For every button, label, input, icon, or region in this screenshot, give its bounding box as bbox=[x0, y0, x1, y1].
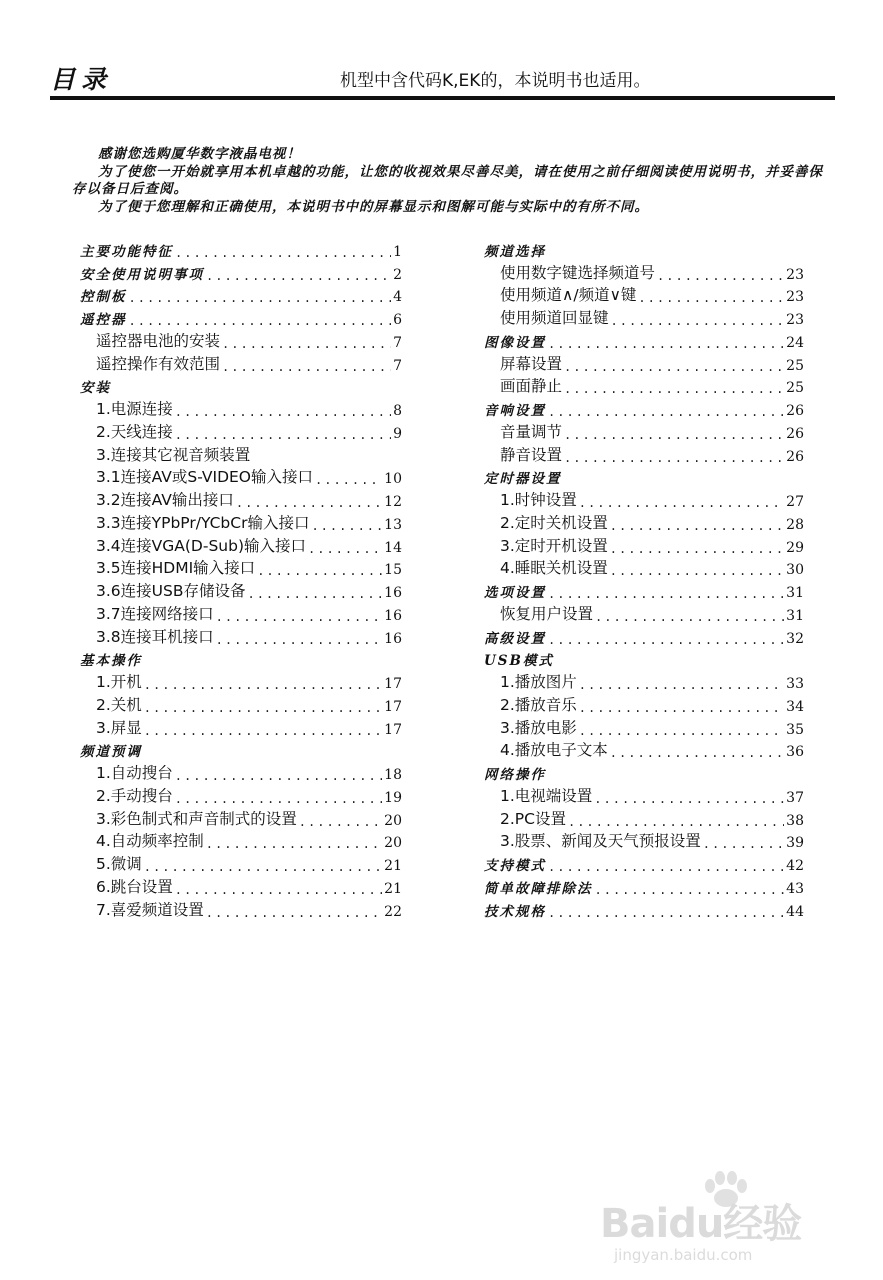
toc-page-number: 18 bbox=[384, 767, 402, 783]
toc-page-number: 28 bbox=[786, 516, 804, 533]
toc-entry-label: 3.6连接USB存储设备 bbox=[96, 582, 246, 600]
toc-leader-dots bbox=[222, 337, 391, 351]
toc-leader-dots bbox=[564, 451, 784, 465]
toc-entry[interactable] bbox=[484, 533, 804, 556]
toc-entry-label: 3.定时开机设置 bbox=[500, 536, 608, 555]
toc-page-number: 39 bbox=[786, 835, 804, 852]
toc-leader-dots bbox=[579, 496, 784, 510]
toc-entry[interactable] bbox=[80, 510, 402, 533]
toc-entry[interactable] bbox=[484, 556, 804, 579]
toc-leader-dots bbox=[657, 269, 784, 283]
toc-page-number: 29 bbox=[786, 539, 804, 556]
toc-leader-dots bbox=[308, 542, 382, 556]
toc-page-number: 30 bbox=[786, 562, 804, 579]
toc-leader-dots bbox=[129, 314, 392, 328]
toc-leader-dots bbox=[594, 792, 784, 806]
toc-entry-label: 安装 bbox=[80, 380, 111, 397]
toc-right-column bbox=[484, 237, 804, 920]
toc-leader-dots bbox=[236, 496, 382, 510]
toc-entry[interactable] bbox=[484, 351, 804, 374]
toc-entry[interactable] bbox=[484, 715, 804, 738]
toc-entry-label: 1.电源连接 bbox=[96, 400, 173, 418]
toc-entry[interactable] bbox=[484, 783, 804, 806]
toc-page-number: 26 bbox=[786, 425, 804, 442]
toc-leader-dots bbox=[548, 405, 784, 419]
toc-entry-label: 3.股票、新闻及天气预报设置 bbox=[500, 832, 701, 851]
toc-page-number: 19 bbox=[384, 789, 402, 806]
toc-entry-label: 3.4连接VGA(D-Sub)输入接口 bbox=[96, 536, 306, 555]
toc-page-number: 16 bbox=[384, 585, 402, 601]
toc-leader-dots bbox=[703, 837, 784, 851]
toc-page-number: 42 bbox=[786, 858, 804, 874]
toc-leader-dots bbox=[548, 633, 784, 647]
page-title: 目录 bbox=[50, 65, 113, 94]
toc-page-number: 12 bbox=[384, 494, 402, 510]
toc-entry-label: 画面静止 bbox=[500, 377, 563, 396]
toc-entry[interactable] bbox=[484, 419, 804, 442]
toc-leader-dots bbox=[175, 405, 391, 419]
toc-entry[interactable] bbox=[484, 624, 804, 647]
toc-entry[interactable] bbox=[484, 829, 804, 852]
toc-entry-label: 使用频道回显键 bbox=[500, 309, 609, 327]
toc-page-number: 27 bbox=[786, 494, 804, 510]
toc-page-number: 17 bbox=[384, 721, 402, 738]
toc-entry[interactable] bbox=[484, 601, 804, 624]
model-applicability-note: 机型中含代码K,EK的，本说明书也适用。 bbox=[340, 71, 651, 91]
toc-entry-label: 高级设置 bbox=[484, 630, 546, 647]
toc-leader-dots bbox=[610, 746, 784, 760]
toc-entry[interactable] bbox=[484, 510, 804, 533]
toc-entry[interactable] bbox=[80, 783, 402, 806]
toc-entry-label: 使用频道∧/频道∨键 bbox=[500, 286, 637, 305]
toc-entry-label: 支持模式 bbox=[484, 858, 546, 874]
toc-leader-dots bbox=[175, 792, 382, 806]
toc-entry-label: 频道选择 bbox=[484, 243, 546, 260]
toc-leader-dots bbox=[247, 587, 382, 601]
toc-entry[interactable] bbox=[80, 624, 402, 647]
toc-leader-dots bbox=[548, 906, 784, 920]
toc-entry[interactable] bbox=[484, 328, 804, 351]
toc-page-number: 20 bbox=[384, 812, 402, 829]
toc-page-number: 25 bbox=[786, 357, 804, 374]
toc-entry[interactable] bbox=[80, 396, 402, 419]
toc-page-number: 43 bbox=[786, 880, 804, 897]
toc-entry-label: 2.天线连接 bbox=[96, 422, 173, 441]
toc-entry[interactable] bbox=[484, 578, 804, 601]
toc-entry[interactable] bbox=[484, 237, 804, 260]
toc-page-number: 32 bbox=[786, 630, 804, 647]
toc-leader-dots bbox=[548, 587, 784, 601]
toc-leader-dots bbox=[548, 860, 784, 874]
toc-entry[interactable] bbox=[80, 601, 402, 624]
toc-entry-label: 1.电视端设置 bbox=[500, 786, 593, 805]
toc-page-number: 20 bbox=[384, 835, 402, 852]
toc-page-number: 38 bbox=[786, 812, 804, 829]
toc-page-number: 36 bbox=[786, 744, 804, 761]
intro-line: 为了使您一开始就享用本机卓越的功能，让您的收视效果尽善尽美，请在使用之前仔细阅读使用说明书，并妥善保存以备日后查阅。 bbox=[72, 163, 823, 197]
toc-page-number: 13 bbox=[384, 516, 402, 533]
toc-entry-label: 3.2连接AV输出接口 bbox=[96, 491, 234, 509]
toc-entry-label: 屏幕设置 bbox=[500, 354, 563, 373]
toc-entry-label: 图像设置 bbox=[484, 334, 546, 351]
toc-page-number: 25 bbox=[786, 380, 804, 397]
toc-page-number: 33 bbox=[786, 676, 804, 692]
toc-entry[interactable] bbox=[484, 374, 804, 397]
toc-entry-label: 3.5连接HDMI输入接口 bbox=[96, 559, 256, 578]
toc-leader-dots bbox=[206, 269, 391, 283]
toc-entry-label: 网络操作 bbox=[484, 767, 546, 783]
toc-page-number: 17 bbox=[384, 698, 402, 715]
toc-leader-dots bbox=[548, 337, 784, 351]
toc-entry[interactable] bbox=[80, 533, 402, 556]
header-divider bbox=[50, 96, 835, 100]
toc-page-number: 23 bbox=[786, 266, 804, 283]
toc-leader-dots bbox=[595, 883, 785, 897]
toc-entry-label: 主要功能特征 bbox=[80, 243, 173, 260]
toc-entry-label: 音响设置 bbox=[484, 403, 546, 419]
toc-entry[interactable] bbox=[484, 487, 804, 510]
toc-page-number: 16 bbox=[384, 607, 402, 624]
toc-entry-label: 静音设置 bbox=[500, 445, 563, 464]
toc-entry[interactable] bbox=[484, 897, 804, 920]
toc-leader-dots bbox=[144, 724, 382, 738]
toc-entry-label: 简单故障排除法 bbox=[484, 880, 593, 897]
toc-page-number: 4 bbox=[393, 289, 402, 306]
toc-entry[interactable] bbox=[484, 874, 804, 897]
toc-leader-dots bbox=[144, 701, 382, 715]
toc-entry-label: 3.3连接YPbPr/YCbCr输入接口 bbox=[96, 513, 310, 532]
toc-entry[interactable] bbox=[80, 328, 402, 351]
toc-entry[interactable] bbox=[484, 260, 804, 283]
toc-entry[interactable] bbox=[80, 738, 402, 761]
toc-leader-dots bbox=[611, 314, 785, 328]
intro-text bbox=[72, 146, 832, 216]
toc-page-number: 31 bbox=[786, 585, 804, 601]
toc-page-number: 24 bbox=[786, 334, 804, 351]
toc-leader-dots bbox=[175, 769, 382, 783]
toc-entry-label: 2.定时关机设置 bbox=[500, 513, 608, 532]
toc-entry-label: 音量调节 bbox=[500, 422, 563, 441]
toc-entry-label: 技术规格 bbox=[484, 903, 546, 920]
toc-entry[interactable] bbox=[484, 851, 804, 874]
toc-leader-dots bbox=[315, 473, 382, 487]
intro-line: 为了便于您理解和正确使用，本说明书中的屏幕显示和图解可能与实际中的有所不同。 bbox=[98, 198, 649, 215]
toc-leader-dots bbox=[206, 837, 382, 851]
toc-entry-label: 定时器设置 bbox=[484, 471, 562, 488]
toc-entry[interactable] bbox=[484, 738, 804, 761]
toc-entry-label: 控制板 bbox=[80, 289, 127, 306]
toc-entry[interactable] bbox=[80, 260, 402, 283]
toc-leader-dots bbox=[216, 633, 383, 647]
toc-entry-label: 3.8连接耳机接口 bbox=[96, 627, 214, 646]
toc-page-number: 6 bbox=[393, 312, 402, 328]
toc-leader-dots bbox=[610, 519, 784, 533]
toc-entry[interactable] bbox=[80, 442, 402, 465]
toc-entry-label: 2.手动搜台 bbox=[96, 786, 173, 805]
toc-leader-dots bbox=[564, 382, 784, 396]
toc-entry-label: 1.播放图片 bbox=[500, 673, 577, 691]
toc-entry[interactable] bbox=[484, 396, 804, 419]
toc-entry[interactable] bbox=[484, 305, 804, 328]
toc-leader-dots bbox=[129, 291, 392, 305]
toc-page-number: 44 bbox=[786, 903, 804, 920]
toc-page-number: 26 bbox=[786, 403, 804, 419]
toc-leader-dots bbox=[144, 678, 382, 692]
toc-entry-label: 3.播放电影 bbox=[500, 718, 577, 737]
toc-entry[interactable] bbox=[80, 851, 402, 874]
toc-leader-dots bbox=[610, 564, 784, 578]
toc-page-number: 21 bbox=[384, 858, 402, 874]
toc-entry-label: 遥控器电池的安装 bbox=[96, 331, 221, 350]
toc-entry[interactable] bbox=[80, 760, 402, 783]
toc-leader-dots bbox=[595, 610, 784, 624]
toc-page-number: 17 bbox=[384, 676, 402, 692]
intro-line: 感谢您选购厦华数字液晶电视！ bbox=[98, 146, 301, 162]
baidu-watermark bbox=[600, 1170, 830, 1270]
toc-entry[interactable] bbox=[80, 351, 402, 374]
toc-entry[interactable] bbox=[80, 897, 402, 920]
toc-entry-label: 选项设置 bbox=[484, 585, 546, 601]
toc-entry-label: 4.睡眠关机设置 bbox=[500, 559, 608, 578]
toc-leader-dots bbox=[299, 815, 382, 829]
toc-entry[interactable] bbox=[80, 237, 402, 260]
toc-left-column bbox=[80, 237, 402, 920]
toc-entry-label: 3.屏显 bbox=[96, 718, 142, 737]
toc-leader-dots bbox=[222, 360, 391, 374]
toc-entry-label: 3.1连接AV或S-VIDEO输入接口 bbox=[96, 468, 313, 487]
toc-entry-label: 4.自动频率控制 bbox=[96, 832, 204, 851]
toc-leader-dots bbox=[175, 428, 391, 442]
toc-entry-label: 3.7连接网络接口 bbox=[96, 604, 214, 623]
toc-entry[interactable] bbox=[80, 419, 402, 442]
toc-entry[interactable] bbox=[80, 305, 402, 328]
toc-page-number: 8 bbox=[393, 403, 402, 419]
toc-page-number: 7 bbox=[393, 334, 402, 351]
toc-leader-dots bbox=[564, 428, 784, 442]
toc-page-number: 21 bbox=[384, 880, 402, 897]
toc-entry-label: 2.播放音乐 bbox=[500, 695, 577, 714]
toc-page-number: 35 bbox=[786, 721, 804, 738]
toc-page-number: 34 bbox=[786, 698, 804, 715]
toc-entry[interactable] bbox=[80, 874, 402, 897]
toc-entry-label: 1.时钟设置 bbox=[500, 491, 577, 509]
toc-entry-label: 7.喜爱频道设置 bbox=[96, 900, 204, 919]
toc-entry[interactable] bbox=[484, 465, 804, 488]
toc-entry[interactable] bbox=[484, 692, 804, 715]
toc-entry[interactable] bbox=[80, 556, 402, 579]
toc-leader-dots bbox=[610, 542, 784, 556]
toc-page-number: 26 bbox=[786, 448, 804, 465]
toc-entry-label: 恢复用户设置 bbox=[500, 604, 594, 623]
toc-leader-dots bbox=[579, 724, 784, 738]
toc-entry-label: 6.跳台设置 bbox=[96, 877, 173, 896]
watermark-url: jingyan.baidu.com bbox=[614, 1246, 753, 1264]
toc-entry-label: 2.PC设置 bbox=[500, 809, 566, 828]
toc-entry-label: 使用数字键选择频道号 bbox=[500, 263, 656, 282]
toc-leader-dots bbox=[216, 610, 383, 624]
toc-page-number: 2 bbox=[393, 266, 402, 283]
toc-entry[interactable] bbox=[80, 578, 402, 601]
toc-page-number: 14 bbox=[384, 539, 402, 556]
toc-entry[interactable] bbox=[80, 465, 402, 488]
toc-entry-label: 2.关机 bbox=[96, 695, 142, 714]
toc-entry-label: 4.播放电子文本 bbox=[500, 741, 608, 760]
toc-entry-label: 5.微调 bbox=[96, 855, 142, 873]
toc-entry-label: 遥控操作有效范围 bbox=[96, 354, 221, 373]
toc-leader-dots bbox=[564, 360, 784, 374]
toc-entry-label: 3.连接其它视音频装置 bbox=[96, 445, 251, 464]
toc-leader-dots bbox=[638, 291, 784, 305]
toc-entry[interactable] bbox=[484, 647, 804, 670]
watermark-brand: Baidu经验 bbox=[600, 1201, 802, 1247]
toc-page-number: 23 bbox=[786, 312, 804, 328]
toc-entry-label: 安全使用说明事项 bbox=[80, 266, 204, 283]
toc-entry-label: 1.自动搜台 bbox=[96, 764, 173, 782]
toc-page-number: 16 bbox=[384, 630, 402, 647]
toc-entry[interactable] bbox=[80, 829, 402, 852]
toc-entry[interactable] bbox=[484, 669, 804, 692]
toc-page-number: 7 bbox=[393, 357, 402, 374]
toc-entry[interactable] bbox=[484, 442, 804, 465]
toc-entry[interactable] bbox=[484, 806, 804, 829]
toc-entry-label: 3.彩色制式和声音制式的设置 bbox=[96, 809, 297, 828]
toc-leader-dots bbox=[579, 701, 784, 715]
toc-entry[interactable] bbox=[80, 669, 402, 692]
toc-entry[interactable] bbox=[484, 283, 804, 306]
toc-entry[interactable] bbox=[80, 715, 402, 738]
toc-entry[interactable] bbox=[80, 647, 402, 670]
toc-page-number: 9 bbox=[393, 425, 402, 442]
toc-page-number: 22 bbox=[384, 903, 402, 920]
toc-entry-label: USB模式 bbox=[484, 653, 554, 670]
toc-entry-label: 遥控器 bbox=[80, 312, 127, 328]
toc-entry-label: 频道预调 bbox=[80, 744, 142, 761]
toc-entry-label: 基本操作 bbox=[80, 653, 142, 670]
toc-entry[interactable] bbox=[484, 760, 804, 783]
toc-page-number: 31 bbox=[786, 607, 804, 624]
toc-entry[interactable] bbox=[80, 283, 402, 306]
toc-page-number: 10 bbox=[384, 471, 402, 488]
toc-entry[interactable] bbox=[80, 487, 402, 510]
toc-leader-dots bbox=[311, 519, 382, 533]
toc-leader-dots bbox=[568, 815, 784, 829]
toc-leader-dots bbox=[257, 564, 382, 578]
toc-page-number: 15 bbox=[384, 562, 402, 579]
toc-entry[interactable] bbox=[80, 374, 402, 397]
toc-page-number: 37 bbox=[786, 789, 804, 806]
toc-leader-dots bbox=[175, 246, 391, 260]
toc-entry[interactable] bbox=[80, 806, 402, 829]
toc-entry[interactable] bbox=[80, 692, 402, 715]
toc-leader-dots bbox=[206, 906, 382, 920]
toc-page-number: 23 bbox=[786, 289, 804, 306]
toc-leader-dots bbox=[144, 860, 382, 874]
toc-page-number: 1 bbox=[393, 243, 402, 260]
toc-leader-dots bbox=[175, 883, 382, 897]
toc-entry-label: 1.开机 bbox=[96, 673, 142, 691]
toc-leader-dots bbox=[579, 678, 784, 692]
